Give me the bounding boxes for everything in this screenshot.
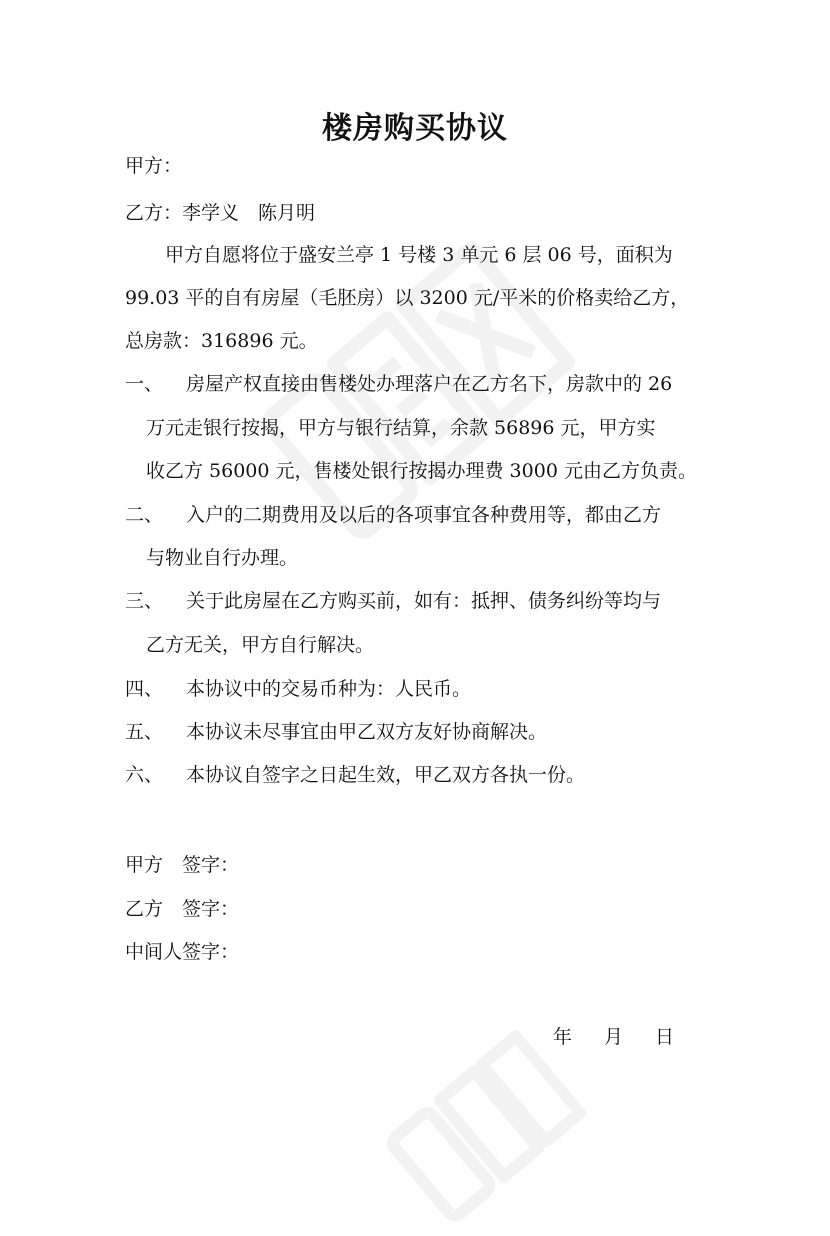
intro-line-3: 总房款：316896 元。	[125, 330, 318, 352]
item-4-number: 四、	[125, 678, 164, 700]
item-5-number: 五、	[125, 721, 164, 743]
party-b-line: 乙方：李学义 陈月明	[125, 202, 316, 224]
item-1-number: 一、	[125, 373, 164, 395]
date-month: 月	[604, 1026, 624, 1048]
item-3-line-2: 乙方无关，甲方自行解决。	[146, 634, 375, 656]
item-6-line-1: 本协议自签字之日起生效，甲乙双方各执一份。	[186, 764, 586, 786]
date-year: 年	[553, 1026, 573, 1048]
item-2-line-2: 与物业自行办理。	[146, 547, 299, 569]
item-1-line-1: 房屋产权直接由售楼处办理落户在乙方名下，房款中的 26	[186, 373, 673, 395]
item-1-line-2: 万元走银行按揭，甲方与银行结算，余款 56896 元，甲方实	[146, 417, 656, 439]
item-3-line-1: 关于此房屋在乙方购买前，如有：抵押、债务纠纷等均与	[186, 590, 662, 612]
signature-middleman: 中间人签字：	[125, 941, 240, 963]
intro-line-2: 99.03 平的自有房屋（毛胚房）以 3200 元/平米的价格卖给乙方，	[125, 287, 690, 309]
date-day: 日	[655, 1026, 675, 1048]
item-2-number: 二、	[125, 504, 164, 526]
item-4-line-1: 本协议中的交易币种为：人民币。	[186, 678, 472, 700]
item-5-line-1: 本协议未尽事宜由甲乙双方友好协商解决。	[186, 721, 548, 743]
item-3-number: 三、	[125, 590, 164, 612]
party-a-line: 甲方：	[125, 155, 183, 177]
intro-line-1: 甲方自愿将位于盛安兰亭 1 号楼 3 单元 6 层 06 号，面积为	[165, 244, 673, 266]
signature-party-a: 甲方 签字：	[125, 854, 240, 876]
item-2-line-1: 入户的二期费用及以后的各项事宜各种费用等，都由乙方	[186, 504, 662, 526]
signature-party-b: 乙方 签字：	[125, 898, 240, 920]
date-line	[553, 1022, 674, 1049]
item-1-line-3: 收乙方 56000 元，售楼处银行按揭办理费 3000 元由乙方负责。	[146, 460, 697, 482]
item-6-number: 六、	[125, 764, 164, 786]
document-title: 楼房购买协议	[322, 111, 508, 146]
